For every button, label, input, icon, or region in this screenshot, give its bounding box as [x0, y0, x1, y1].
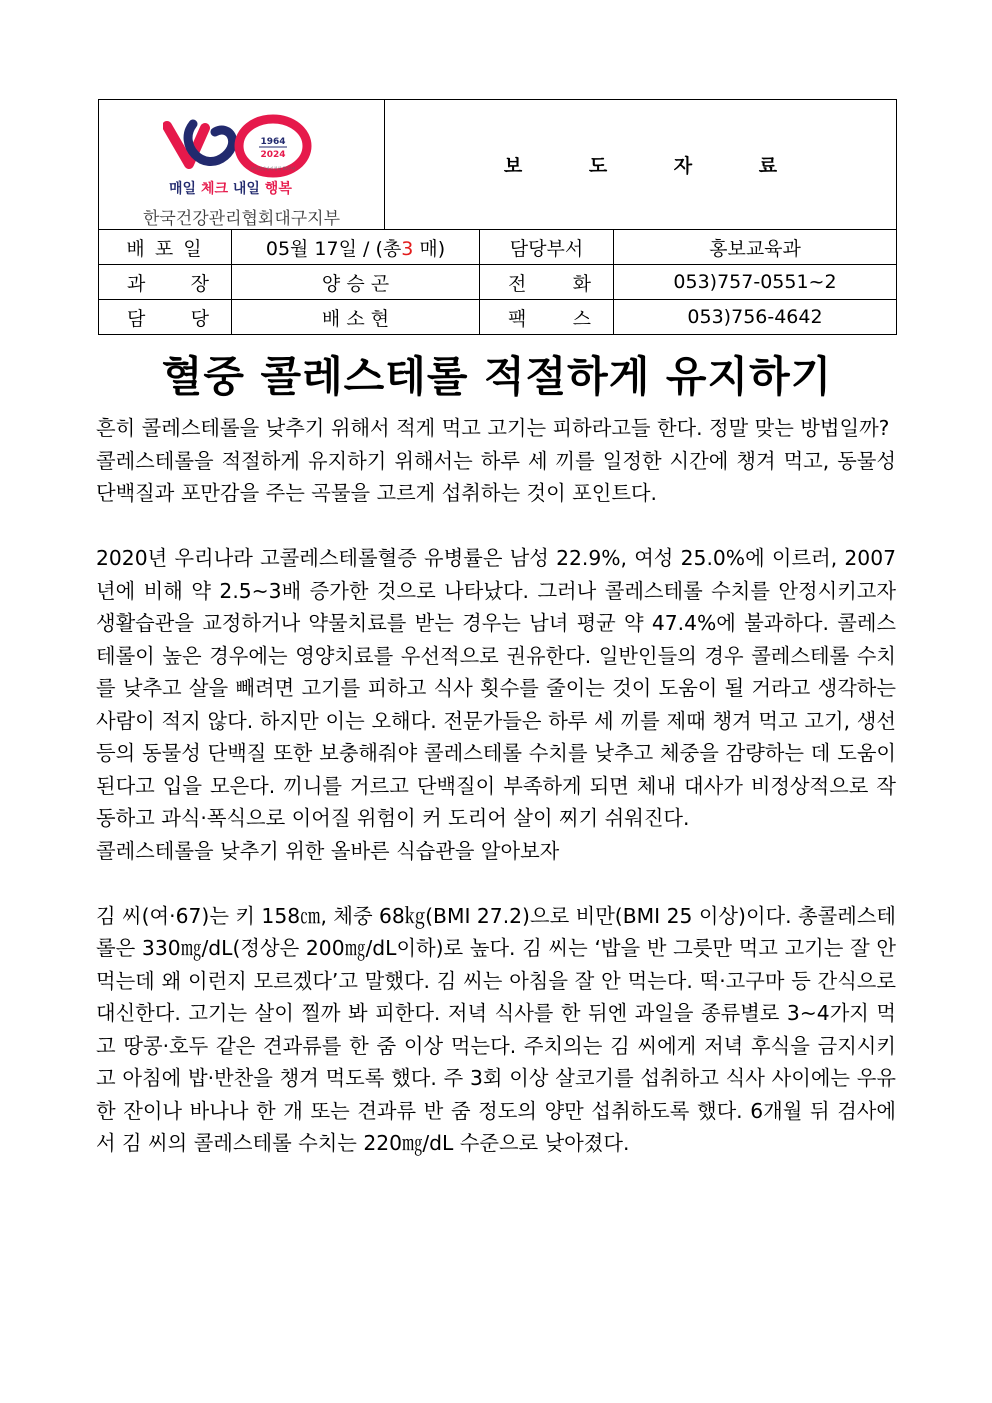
label-release-date: 배 포 일 [99, 230, 232, 265]
logo-slogan: 매일 체크 내일 행복 [169, 181, 292, 197]
value-contact: 배 소 현 [232, 300, 480, 335]
value-manager: 양 승 곤 [232, 265, 480, 300]
value-fax: 053)756-4642 [614, 300, 897, 335]
svg-text:1964: 1964 [260, 137, 286, 147]
paragraph-statistics: 2020년 우리나라 고콜레스테롤혈증 유병률은 남성 22.9%, 여성 25.0%에 이르러, 2007년에 비해 약 2.5~3배 증가한 것으로 나타났다. 그러나 콜레스테롤 수치를 안정시키고자 생활습관을 교정하거나 약물치료를 받는 경우는 남녀 평균 약 47.4%에 불과하다. 콜레스테롤이 높은 경우에는 영양치료를 우선적으로 권유한다. 일반인들의 경우 콜레스테롤 수치를 낮추고 살을 빼려면 고기를 피하고 식사 횟수를 줄이는 것이 도움이 될 거라고 생각하는 사람이 적지 않다. 하지만 이는 오해다. 전문가들은 하루 세 끼를 제때 챙겨 먹고 고기, 생선 등의 동물성 단백질 또한 보충해줘야 콜레스테롤 수치를 낮추고 체중을 감량하는 데 도움이 된다고 입을 모은다. 끼니를 거르고 단백질이 부족하게 되면 체내 대사가 비정상적으로 작동하고 과식·폭식으로 이어질 위험이 커 도리어 살이 찌기 쉬워진다. [96, 546, 896, 830]
label-manager: 과 장 [99, 265, 232, 300]
label-phone: 전 화 [480, 265, 614, 300]
value-release-date: 05월 17일 / (총3 매) [232, 230, 480, 265]
label-contact: 담 당 [99, 300, 232, 335]
paragraph-intro: 흔히 콜레스테롤을 낮추기 위해서 적게 먹고 고기는 피하라고들 한다. 정말 맞는 방법일까? [96, 416, 890, 440]
svg-text:한국건강관리협회 60주년: 한국건강관리협회 60주년 [250, 166, 296, 171]
value-department: 홍보교육과 [614, 230, 897, 265]
paragraph-lead-in: 콜레스테롤을 낮추기 위한 올바른 식습관을 알아보자 [96, 838, 560, 863]
headline: 혈중 콜레스테롤 적절하게 유지하기 [161, 352, 833, 401]
organization-name: 한국건강관리협회대구지부 [142, 209, 341, 229]
article-body [96, 412, 896, 1160]
svg-text:2024: 2024 [260, 150, 286, 160]
press-release-header [98, 99, 897, 335]
logo-cell [99, 100, 385, 230]
paragraph-point: 콜레스테롤을 적절하게 유지하기 위해서는 하루 세 끼를 일정한 시간에 챙겨 먹고, 동물성 단백질과 포만감을 주는 곡물을 고르게 섭취하는 것이 포인트다. [96, 448, 896, 505]
label-department: 담당부서 [480, 230, 614, 265]
paragraph-case-study: 김 씨(여·67)는 키 158㎝, 체중 68㎏(BMI 27.2)으로 비만(BMI 25 이상)이다. 총콜레스테롤은 330㎎/dL(정상은 200㎎/dL이하)로 높다. 김 씨는 ‘밥을 반 그릇만 먹고 고기는 잘 안 먹는데 왜 이런지 모르겠다’고 말했다. 김 씨는 아침을 잘 안 먹는다. 떡·고구마 등 간식으로 대신한다. 고기는 살이 찔까 봐 피한다. 저녁 식사를 한 뒤엔 과일을 종류별로 3~4가지 먹고 땅콩·호두 같은 견과류를 한 줌 이상 먹는다. 주치의는 김 씨에게 저녁 후식을 금지시키고 아침에 밥·반찬을 챙겨 먹도록 했다. 주 3회 이상 살코기를 섭취하고 식사 사이에는 우유 한 잔이나 바나나 한 개 또는 견과류 반 줌 정도의 양만 섭취하도록 했다. 6개월 뒤 검사에서 김 씨의 콜레스테롤 수치는 220㎎/dL 수준으로 낮아졌다. [96, 903, 896, 1155]
value-phone: 053)757-0551~2 [614, 265, 897, 300]
label-fax: 팩 스 [480, 300, 614, 335]
press-release-title: 보 도 자 료 [385, 100, 897, 230]
anniversary-60-logo [163, 114, 313, 180]
